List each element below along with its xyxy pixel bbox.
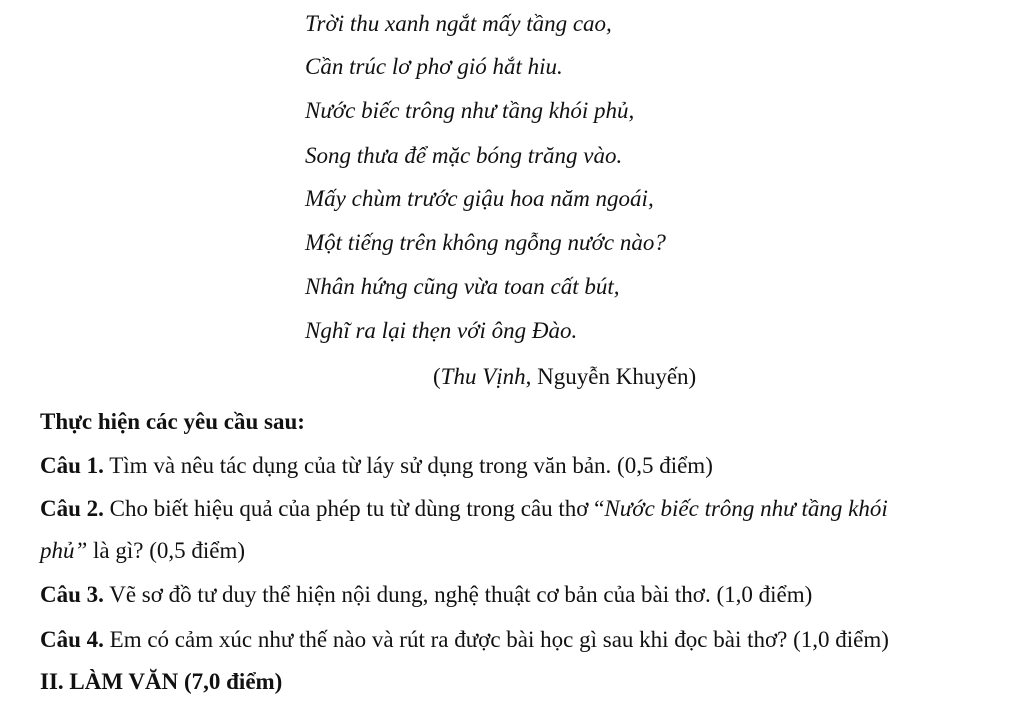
poem-line: Nước biếc trông như tầng khói phủ,	[305, 98, 635, 123]
source-title: Thu Vịnh	[440, 364, 526, 389]
question-3-text: Vẽ sơ đồ tư duy thể hiện nội dung, nghệ thuật cơ bản của bài thơ. (1,0 điểm)	[103, 582, 813, 607]
question-2-label: Câu 2.	[40, 496, 104, 521]
question-2-text: Cho biết hiệu quả của phép tu từ dùng trong câu thơ “	[103, 496, 605, 521]
question-3	[40, 580, 812, 610]
question-2	[40, 494, 888, 524]
question-1-label: Câu 1.	[40, 453, 104, 478]
question-2-quote-end: phủ”	[40, 538, 88, 563]
poem-line: Nghĩ ra lại thẹn với ông Đào.	[305, 318, 578, 343]
poem-source	[433, 362, 696, 392]
poem-line: Một tiếng trên không ngỗng nước nào?	[305, 230, 666, 255]
poem-line: Mấy chùm trước giậu hoa năm ngoái,	[305, 186, 654, 211]
poem-line: Nhân hứng cũng vừa toan cất bút,	[305, 274, 620, 299]
question-4	[40, 625, 889, 655]
source-open-paren: (	[433, 364, 441, 389]
question-2-continued	[40, 536, 245, 566]
question-3-label: Câu 3.	[40, 582, 104, 607]
question-1-text: Tìm và nêu tác dụng của từ láy sử dụng trong văn bản. (0,5 điểm)	[103, 453, 713, 478]
section-2-heading: II. LÀM VĂN (7,0 điểm)	[40, 669, 283, 694]
question-2-quote: Nước biếc trông như tầng khói	[604, 496, 888, 521]
question-2-text-end: là gì? (0,5 điểm)	[87, 538, 246, 563]
tasks-heading: Thực hiện các yêu cầu sau:	[40, 409, 305, 434]
source-author: , Nguyễn Khuyến)	[525, 364, 697, 389]
poem-line: Trời thu xanh ngắt mấy tầng cao,	[305, 11, 612, 36]
poem-line: Cần trúc lơ phơ gió hắt hiu.	[305, 54, 563, 79]
question-4-label: Câu 4.	[40, 627, 104, 652]
question-4-text: Em có cảm xúc như thế nào và rút ra được bài học gì sau khi đọc bài thơ? (1,0 điểm)	[103, 627, 889, 652]
question-1	[40, 451, 713, 481]
poem-line: Song thưa để mặc bóng trăng vào.	[305, 143, 623, 168]
